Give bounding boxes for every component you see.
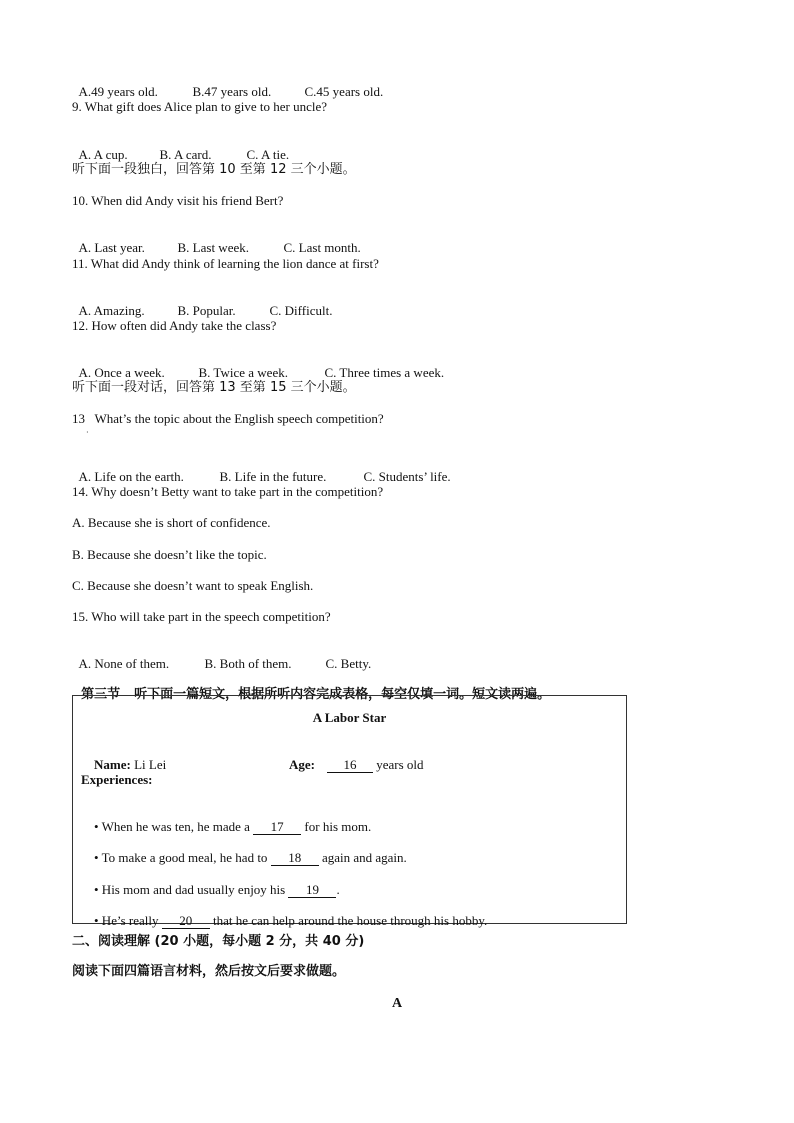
q10-options <box>72 224 361 256</box>
part2-instruction: 阅读下面四篇语言材料，然后按文后要求做题。 <box>72 964 346 979</box>
part2-heading: 二、阅读理解 (20 小题，每小题 2 分，共 40 分) <box>72 934 365 949</box>
q12-option-a: A. Once a week. <box>78 365 165 380</box>
q10-question: 10. When did Andy visit his friend Bert? <box>72 193 284 208</box>
q10-option-b: B. Last week. <box>177 240 249 255</box>
q11-option-c: C. Difficult. <box>269 303 333 318</box>
q13-option-a: A. Life on the earth. <box>78 469 184 484</box>
q14-option-a: A. Because she is short of confidence. <box>72 515 271 530</box>
section3-label: 第三节 <box>81 687 121 702</box>
name-value: Li Lei <box>130 757 167 772</box>
experience-text: for his mom. <box>301 819 372 834</box>
q9-option-a: A. A cup. <box>78 147 128 162</box>
q15-option-a: A. None of them. <box>78 656 170 671</box>
q13-option-c: C. Students’ life. <box>363 469 451 484</box>
q12-question: 12. How often did Andy take the class? <box>72 318 277 333</box>
blank-17[interactable]: 17 <box>253 820 301 835</box>
blank-20[interactable]: 20 <box>162 914 210 929</box>
experience-text: • He’s really <box>94 913 162 928</box>
q13-question: 13 What’s the topic about the English speech competition? <box>72 411 384 426</box>
experience-text: again and again. <box>318 850 407 865</box>
experience-text: • His mom and dad usually enjoy his <box>94 882 289 897</box>
q11-option-a: A. Amazing. <box>78 303 145 318</box>
experience-text: that he can help around the house through his hobby. <box>209 913 488 928</box>
experience-text: • To make a good meal, he had to <box>94 850 271 865</box>
q15-question: 15. Who will take part in the speech competition? <box>72 609 331 624</box>
q8-option-b: B.47 years old. <box>192 84 272 99</box>
blank-18[interactable]: 18 <box>271 851 319 866</box>
q12-option-b: B. Twice a week. <box>198 365 288 380</box>
q13-option-b: B. Life in the future. <box>219 469 327 484</box>
experience-text: • When he was ten, he made a <box>94 819 254 834</box>
age-blank[interactable]: 16 <box>327 758 373 773</box>
q9-question: 9. What gift does Alice plan to give to her uncle? <box>72 99 327 114</box>
name-label: Name: <box>94 757 131 772</box>
q13-options <box>72 453 451 485</box>
q14-question: 14. Why doesn’t Betty want to take part in the competition? <box>72 484 384 499</box>
q9-option-c: C. A tie. <box>246 147 290 162</box>
section-monologue-instruction: 听下面一段独白，回答第 10 至第 12 三个小题。 <box>72 162 356 177</box>
q8-options <box>72 68 383 100</box>
passage-letter: A <box>391 996 403 1011</box>
q15-option-c: C. Betty. <box>325 656 372 671</box>
stray-dot: · <box>86 428 89 437</box>
q11-option-b: B. Popular. <box>177 303 236 318</box>
q14-option-c: C. Because she doesn’t want to speak English. <box>72 578 314 593</box>
q15-option-b: B. Both of them. <box>204 656 292 671</box>
table-title: A Labor Star <box>312 710 387 725</box>
q10-option-c: C. Last month. <box>283 240 361 255</box>
q10-option-a: A. Last year. <box>78 240 145 255</box>
q9-options <box>72 131 289 163</box>
q12-option-c: C. Three times a week. <box>324 365 445 380</box>
q8-option-a: A.49 years old. <box>78 84 158 99</box>
q11-options <box>72 287 332 319</box>
q14-option-b: B. Because she doesn’t like the topic. <box>72 547 267 562</box>
q15-options <box>72 640 371 672</box>
age-label: Age: <box>289 757 315 772</box>
section3-text: 听下面一篇短文，根据所听内容完成表格，每空仅填一词。短文读两遍。 <box>134 687 551 702</box>
q11-question: 11. What did Andy think of learning the lion dance at first? <box>72 256 379 271</box>
blank-19[interactable]: 19 <box>288 883 336 898</box>
age-row <box>276 741 424 789</box>
q8-option-c: C.45 years old. <box>304 84 384 99</box>
section-dialog-instruction: 听下面一段对话，回答第 13 至第 15 三个小题。 <box>72 380 356 395</box>
q12-options <box>72 349 444 381</box>
experiences-label: Experiences: <box>81 772 153 787</box>
labor-star-table <box>72 695 627 928</box>
experience-text: . <box>336 882 340 897</box>
q9-option-b: B. A card. <box>159 147 212 162</box>
age-suffix: years old <box>373 757 424 772</box>
